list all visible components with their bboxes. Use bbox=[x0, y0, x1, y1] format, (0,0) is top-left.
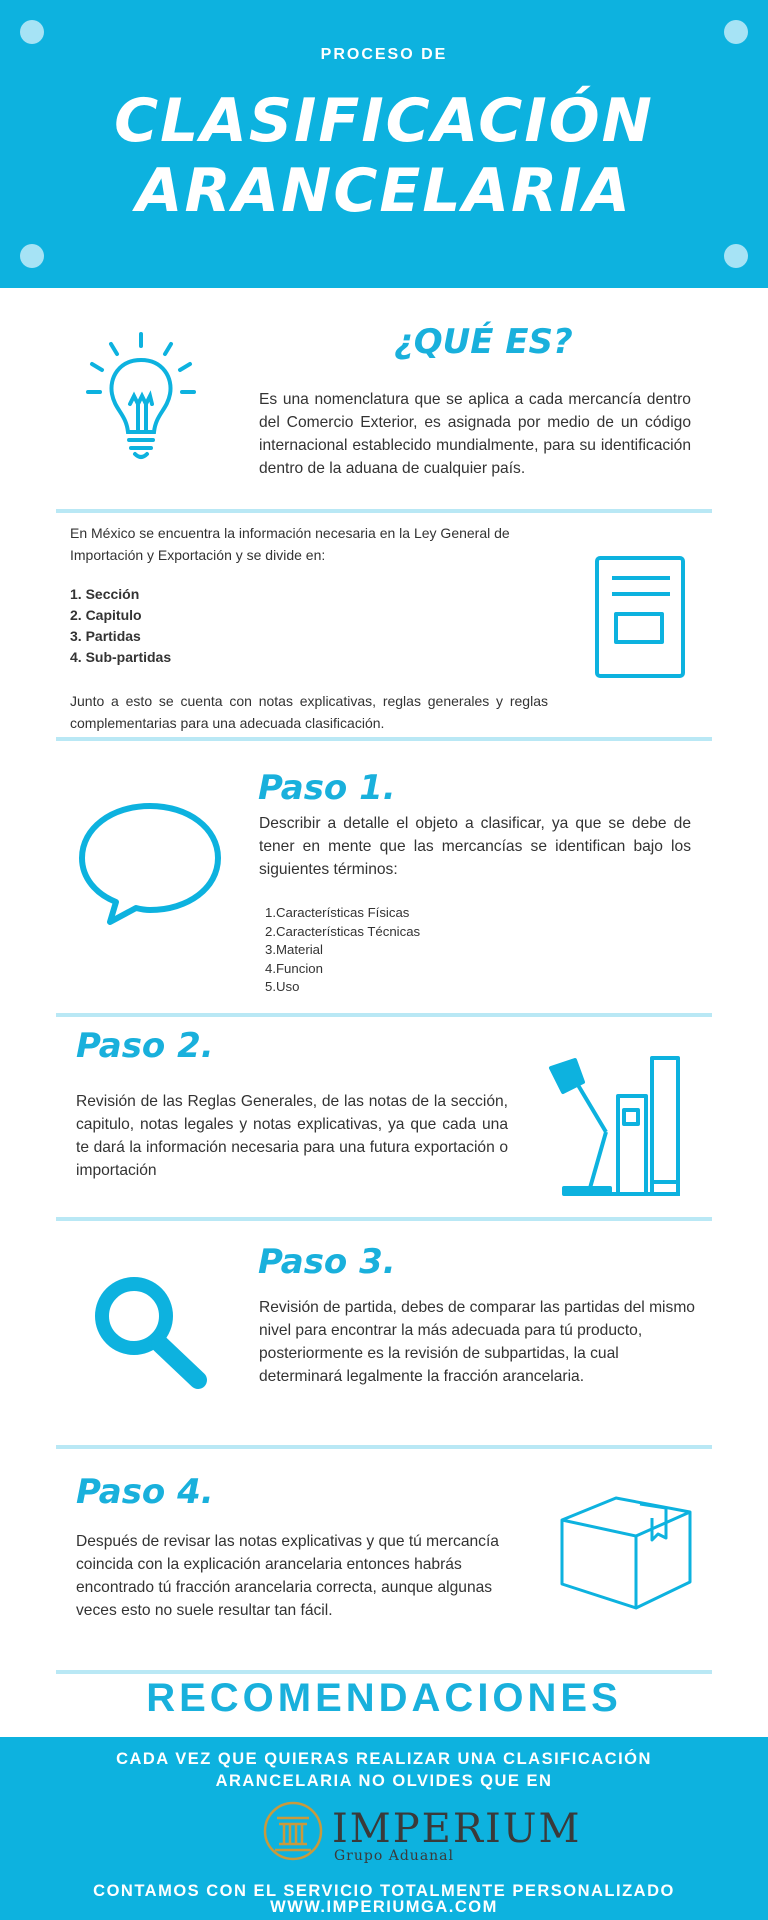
separator bbox=[56, 1670, 712, 1674]
list-item: 1. Sección bbox=[70, 586, 140, 602]
header-dot-bottom-right bbox=[724, 244, 748, 268]
header-title-line1: CLASIFICACIÓN bbox=[114, 86, 654, 156]
list-item: 4.Funcion bbox=[265, 960, 323, 976]
paso3-heading: Paso 3. bbox=[258, 1242, 396, 1282]
separator bbox=[56, 1217, 712, 1221]
list-item: 3.Material bbox=[265, 942, 323, 957]
separator bbox=[56, 509, 712, 513]
column-logo-icon bbox=[262, 1800, 324, 1862]
que-es-text: Es una nomenclatura que se aplica a cada mercancía dentro del Comercio Exterior, es asignada por medio de un código internacional establecido mundialmente, para su identificación dentro de la aduana de cualquier país. bbox=[259, 391, 691, 477]
separator bbox=[56, 1013, 712, 1017]
list-item: 5.Uso bbox=[265, 979, 300, 994]
footer-line3: CONTAMOS CON EL SERVICIO TOTALMENTE PERSONALIZADO bbox=[93, 1882, 675, 1900]
logo-subtitle: Grupo Aduanal bbox=[334, 1848, 455, 1864]
website-link[interactable]: WWW.IMPERIUMGA.COM bbox=[270, 1898, 498, 1916]
list-item: 4. Sub-partidas bbox=[70, 649, 172, 665]
paso2-heading: Paso 2. bbox=[76, 1026, 214, 1066]
paso1-text: Describir a detalle el objeto a clasificar, ya que se debe de tener en mente que las mercancías se identifican bajo los siguientes términos: bbox=[259, 815, 691, 878]
header-dot-top-left bbox=[20, 20, 44, 44]
mexico-list bbox=[70, 584, 171, 668]
speech-bubble-icon bbox=[76, 800, 224, 928]
header-supertitle: PROCESO DE bbox=[320, 46, 448, 63]
paso1-list bbox=[265, 904, 420, 997]
recomendaciones-heading: RECOMENDACIONES bbox=[146, 1676, 622, 1720]
separator bbox=[56, 1445, 712, 1449]
list-item: 3. Partidas bbox=[70, 628, 141, 644]
list-item: 2.Características Técnicas bbox=[265, 923, 421, 939]
magnifier-icon bbox=[90, 1272, 210, 1392]
header-dot-top-right bbox=[724, 20, 748, 44]
list-item: 2. Capitulo bbox=[70, 607, 142, 623]
document-icon bbox=[592, 552, 690, 680]
paso1-heading: Paso 1. bbox=[258, 768, 396, 808]
header-title-line2: ARANCELARIA bbox=[136, 156, 632, 226]
lightbulb-icon bbox=[82, 330, 200, 462]
paso4-heading: Paso 4. bbox=[76, 1472, 214, 1512]
desk-lamp-books-icon bbox=[548, 1054, 684, 1198]
footer-line2: ARANCELARIA NO OLVIDES QUE EN bbox=[215, 1772, 553, 1790]
list-item: 1.Características Físicas bbox=[265, 905, 410, 920]
paso3-text: Revisión de partida, debes de comparar las partidas del mismo nivel para encontrar la más adecuada para tú producto, posteriormente es la revisión de subpartidas, la cual determinará legalmente la fracción arancelaria. bbox=[259, 1299, 695, 1385]
mexico-outro: Junto a esto se cuenta con notas explicativas, reglas generales y reglas complementarias para una adecuada clasificación. bbox=[70, 693, 548, 731]
paso2-text: Revisión de las Reglas Generales, de las notas de la sección, capitulo, notas legales y notas explicativas, ya que cada una te dará la información necesaria para una futura exportación o importación bbox=[76, 1093, 508, 1179]
mexico-intro: En México se encuentra la información necesaria en la Ley General de Importación y Exportación y se divide en: bbox=[70, 525, 510, 563]
paso4-text: Después de revisar las notas explicativas y que tú mercancía coincida con la explicación arancelaria entonces habrás encontrado tú fracción arancelaria correcta, aunque algunas veces esto no suele resultar tan fácil. bbox=[76, 1533, 499, 1619]
footer-line1: CADA VEZ QUE QUIERAS REALIZAR UNA CLASIFICACIÓN bbox=[116, 1750, 652, 1768]
logo-name: IMPERIUM bbox=[332, 1806, 582, 1852]
que-es-heading: ¿QUÉ ES? bbox=[394, 322, 573, 362]
box-icon bbox=[556, 1492, 696, 1612]
header-title bbox=[0, 86, 768, 226]
header-dot-bottom-left bbox=[20, 244, 44, 268]
separator bbox=[56, 737, 712, 741]
